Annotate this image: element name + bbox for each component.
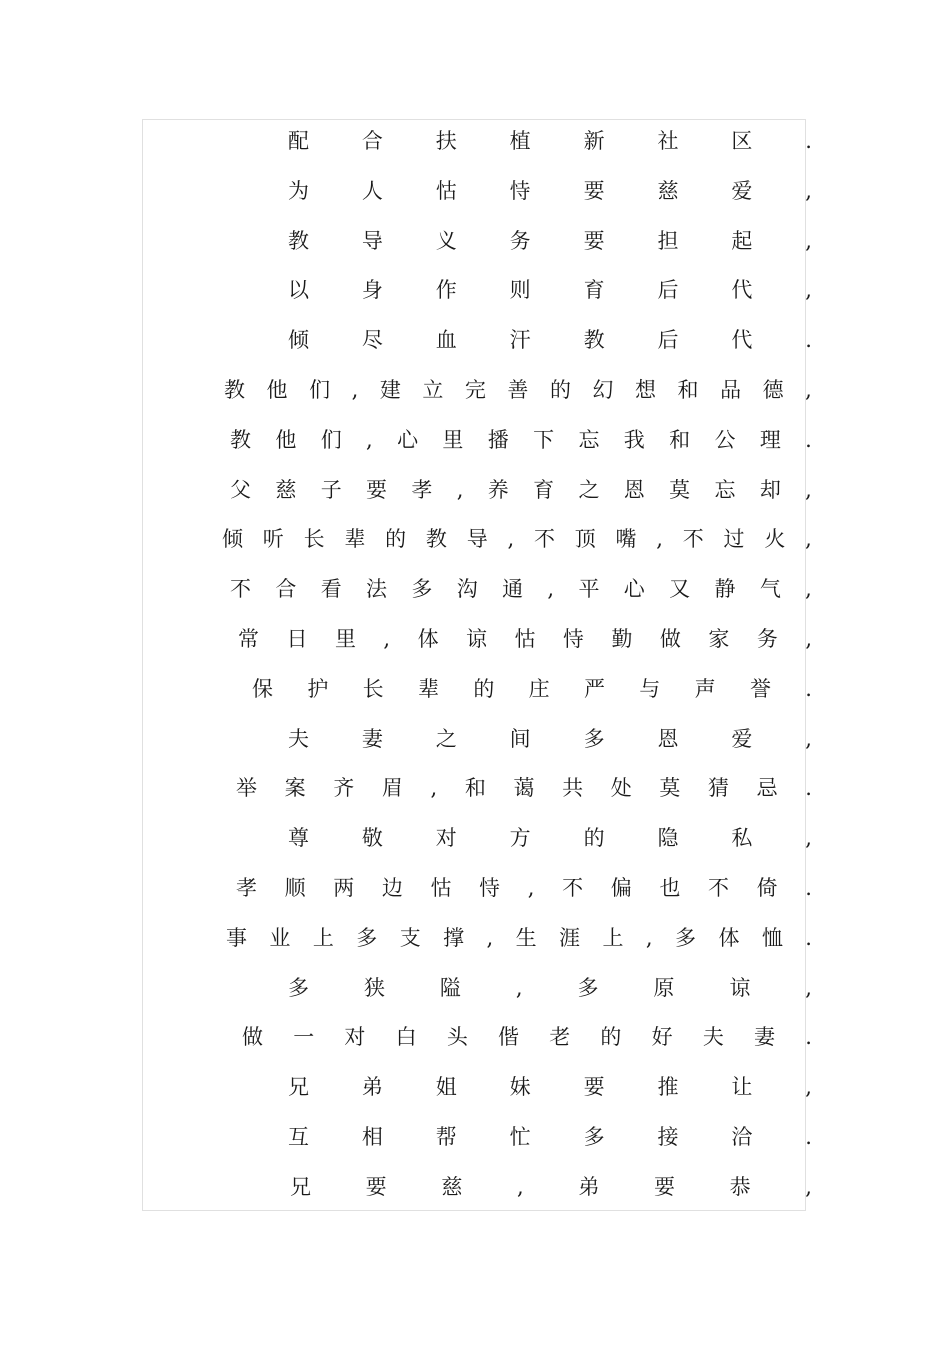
- verse-char: .: [805, 876, 812, 900]
- verse-char: 严: [583, 677, 605, 701]
- verse-char: 偏: [610, 876, 632, 900]
- verse-char: 下: [533, 428, 555, 452]
- verse-char: 撑: [443, 926, 465, 950]
- verse-char: 子: [320, 478, 342, 502]
- verse-char: 莫: [659, 776, 681, 800]
- verse-char: 体: [417, 627, 439, 651]
- verse-char: 庄: [528, 677, 550, 701]
- verse-char: ,: [805, 1175, 812, 1199]
- verse-char: ,: [805, 577, 812, 601]
- verse-char: 顺: [284, 876, 306, 900]
- verse-char: 谅: [466, 627, 488, 651]
- verse-char: 保: [252, 677, 273, 701]
- verse-char: 业: [269, 926, 291, 950]
- verse-char: 原: [653, 976, 675, 1000]
- verse-char: 听: [262, 527, 284, 551]
- verse-line: [288, 325, 812, 355]
- verse-char: ,: [805, 478, 812, 502]
- verse-char: 们: [309, 378, 331, 402]
- verse-char: 狭: [363, 976, 385, 1000]
- verse-line: [226, 923, 812, 953]
- verse-char: 倚: [756, 876, 778, 900]
- verse-char: 尽: [361, 328, 383, 352]
- verse-char: 血: [435, 328, 457, 352]
- verse-char: ,: [515, 976, 523, 1000]
- verse-char: 和: [464, 776, 486, 800]
- verse-char: .: [805, 1025, 812, 1049]
- verse-char: 的: [549, 378, 571, 402]
- verse-char: 公: [714, 428, 736, 452]
- verse-char: 社: [657, 129, 679, 153]
- verse-char: 导: [466, 527, 488, 551]
- verse-line: [252, 674, 812, 704]
- verse-char: 洽: [731, 1125, 753, 1149]
- verse-char: 想: [635, 378, 656, 402]
- verse-char: 怙: [430, 876, 452, 900]
- verse-char: 身: [361, 278, 383, 302]
- verse-char: 上: [602, 926, 624, 950]
- verse-char: 多: [288, 976, 309, 1000]
- verse-char: 长: [362, 677, 384, 701]
- verse-char: 教: [425, 527, 447, 551]
- verse-char: 恩: [657, 727, 679, 751]
- verse-char: 通: [502, 577, 524, 601]
- verse-char: 新: [583, 129, 605, 153]
- verse-char: 要: [653, 1175, 675, 1199]
- verse-char: 爱: [731, 727, 753, 751]
- verse-char: 誉: [749, 677, 771, 701]
- verse-char: 弟: [361, 1075, 383, 1099]
- verse-char: 孝: [411, 478, 433, 502]
- verse-char: 倾: [288, 328, 309, 352]
- verse-line: [288, 823, 812, 853]
- verse-char: 和: [677, 378, 699, 402]
- verse-char: 务: [756, 627, 778, 651]
- verse-char: ,: [366, 428, 373, 452]
- verse-char: .: [805, 926, 812, 950]
- verse-char: 要: [583, 1075, 605, 1099]
- verse-char: 恃: [509, 179, 531, 203]
- verse-char: .: [805, 677, 812, 701]
- verse-char: ,: [656, 527, 663, 551]
- verse-char: 合: [275, 577, 297, 601]
- verse-char: 我: [623, 428, 645, 452]
- verse-char: 慈: [441, 1175, 463, 1199]
- verse-char: 夫: [288, 727, 309, 751]
- verse-char: 蔼: [513, 776, 535, 800]
- verse-char: 隐: [657, 826, 679, 850]
- verse-char: 老: [549, 1025, 571, 1049]
- verse-char: 倾: [222, 527, 243, 551]
- verse-char: 两: [333, 876, 355, 900]
- verse-char: 做: [659, 627, 681, 651]
- verse-char: 边: [381, 876, 403, 900]
- verse-char: 沟: [456, 577, 478, 601]
- verse-char: 后: [657, 278, 679, 302]
- verse-char: 长: [303, 527, 325, 551]
- verse-char: ,: [805, 826, 812, 850]
- verse-char: 猜: [707, 776, 729, 800]
- verse-char: 教: [288, 229, 309, 253]
- verse-char: 多: [675, 926, 697, 950]
- verse-char: 多: [411, 577, 433, 601]
- verse-char: ,: [805, 278, 812, 302]
- verse-char: ,: [486, 926, 494, 950]
- verse-char: 扶: [435, 129, 457, 153]
- verse-char: 的: [385, 527, 407, 551]
- verse-char: 恩: [623, 478, 645, 502]
- verse-char: 嘴: [615, 527, 637, 551]
- verse-char: 恃: [479, 876, 501, 900]
- verse-char: 里: [442, 428, 464, 452]
- verse-char: 不: [230, 577, 251, 601]
- verse-char: 姐: [435, 1075, 457, 1099]
- verse-line: [288, 724, 812, 754]
- verse-char: 们: [320, 428, 342, 452]
- verse-char: 要: [583, 179, 605, 203]
- verse-char: 怙: [514, 627, 536, 651]
- verse-char: 父: [230, 478, 251, 502]
- verse-char: 白: [395, 1025, 417, 1049]
- verse-char: 人: [361, 179, 383, 203]
- verse-char: 恭: [729, 1175, 751, 1199]
- verse-char: 爱: [731, 179, 753, 203]
- verse-char: ,: [547, 577, 555, 601]
- verse-char: 后: [657, 328, 679, 352]
- verse-char: 务: [509, 229, 531, 253]
- verse-char: 与: [639, 677, 661, 701]
- verse-char: 敬: [361, 826, 383, 850]
- verse-char: 担: [657, 229, 679, 253]
- verse-char: 教: [583, 328, 605, 352]
- verse-char: 忘: [578, 428, 600, 452]
- verse-char: 体: [718, 926, 740, 950]
- verse-char: ,: [645, 926, 653, 950]
- verse-char: 不: [533, 527, 555, 551]
- verse-char: 播: [487, 428, 509, 452]
- verse-char: 完: [464, 378, 486, 402]
- verse-char: 多: [577, 976, 599, 1000]
- verse-char: 私: [731, 826, 753, 850]
- verse-char: 不: [562, 876, 584, 900]
- verse-char: 偕: [498, 1025, 520, 1049]
- verse-char: 却: [759, 478, 781, 502]
- verse-char: .: [805, 776, 812, 800]
- verse-char: 之: [578, 478, 600, 502]
- verse-char: 育: [583, 278, 605, 302]
- verse-char: 做: [242, 1025, 263, 1049]
- verse-char: ,: [805, 179, 812, 203]
- verse-char: 以: [288, 278, 309, 302]
- verse-char: 里: [334, 627, 356, 651]
- verse-char: 护: [307, 677, 329, 701]
- verse-char: 教: [230, 428, 251, 452]
- verse-char: 立: [422, 378, 444, 402]
- verse-char: 的: [473, 677, 495, 701]
- verse-char: ,: [527, 876, 535, 900]
- verse-line: [230, 475, 812, 505]
- verse-char: 看: [320, 577, 342, 601]
- verse-char: 要: [366, 478, 388, 502]
- verse-char: 妻: [754, 1025, 776, 1049]
- verse-char: 幻: [592, 378, 614, 402]
- verse-line: [288, 226, 812, 256]
- verse-char: 火: [764, 527, 786, 551]
- verse-char: ,: [430, 776, 438, 800]
- verse-char: 合: [361, 129, 383, 153]
- verse-line: [288, 275, 812, 305]
- verse-char: ,: [516, 1175, 524, 1199]
- verse-char: 慈: [657, 179, 679, 203]
- verse-char: 家: [708, 627, 730, 651]
- verse-char: ,: [805, 527, 812, 551]
- verse-char: 忘: [714, 478, 736, 502]
- verse-char: 眉: [381, 776, 403, 800]
- verse-char: 帮: [435, 1125, 457, 1149]
- verse-char: 法: [366, 577, 388, 601]
- verse-line: [236, 773, 812, 803]
- verse-char: 品: [720, 378, 742, 402]
- verse-char: 弟: [578, 1175, 600, 1199]
- verse-char: 代: [731, 328, 753, 352]
- verse-line: [288, 1122, 812, 1152]
- verse-char: 心: [397, 428, 419, 452]
- verse-char: ,: [383, 627, 391, 651]
- verse-char: ,: [456, 478, 464, 502]
- verse-char: 顶: [574, 527, 596, 551]
- verse-char: 养: [487, 478, 509, 502]
- verse-char: 谅: [729, 976, 751, 1000]
- verse-char: 好: [651, 1025, 673, 1049]
- verse-char: 作: [435, 278, 457, 302]
- verse-char: 区: [731, 129, 753, 153]
- verse-char: 让: [731, 1075, 753, 1099]
- verse-char: 方: [509, 826, 531, 850]
- verse-char: 静: [714, 577, 736, 601]
- verse-char: 起: [731, 229, 753, 253]
- verse-char: .: [805, 328, 812, 352]
- verse-char: 建: [379, 378, 401, 402]
- verse-char: ,: [805, 229, 812, 253]
- verse-char: 不: [707, 876, 729, 900]
- verse-char: 声: [694, 677, 716, 701]
- verse-char: 和: [669, 428, 691, 452]
- verse-line: [238, 624, 812, 654]
- verse-char: ,: [805, 727, 812, 751]
- verse-char: 尊: [288, 826, 309, 850]
- verse-char: 又: [669, 577, 691, 601]
- verse-char: 心: [623, 577, 645, 601]
- verse-char: 对: [435, 826, 457, 850]
- verse-char: 忙: [509, 1125, 531, 1149]
- verse-char: 辈: [344, 527, 366, 551]
- verse-char: 隘: [439, 976, 461, 1000]
- verse-char: .: [805, 428, 812, 452]
- verse-char: 植: [509, 129, 531, 153]
- verse-char: 他: [266, 378, 288, 402]
- verse-char: 善: [507, 378, 529, 402]
- verse-char: ,: [351, 378, 359, 402]
- verse-char: 的: [600, 1025, 622, 1049]
- verse-line: [224, 375, 812, 405]
- verse-char: 上: [312, 926, 334, 950]
- verse-char: 相: [361, 1125, 383, 1149]
- verse-char: 代: [731, 278, 753, 302]
- verse-line: [242, 1022, 812, 1052]
- verse-char: 间: [509, 727, 531, 751]
- verse-char: 气: [759, 577, 781, 601]
- verse-char: 一: [293, 1025, 315, 1049]
- verse-char: 处: [610, 776, 632, 800]
- verse-char: ,: [805, 627, 812, 651]
- verse-line: [288, 126, 812, 156]
- verse-char: 恃: [562, 627, 584, 651]
- verse-char: 辈: [417, 677, 439, 701]
- verse-char: 接: [657, 1125, 679, 1149]
- verse-line: [290, 1172, 812, 1202]
- verse-char: 忌: [756, 776, 778, 800]
- verse-char: 的: [583, 826, 605, 850]
- verse-char: 妻: [361, 727, 383, 751]
- verse-char: ,: [507, 527, 515, 551]
- verse-char: 配: [288, 129, 309, 153]
- verse-char: 兄: [288, 1075, 309, 1099]
- verse-char: 对: [344, 1025, 366, 1049]
- verse-char: .: [805, 129, 812, 153]
- verse-char: 也: [659, 876, 681, 900]
- verse-char: 汗: [509, 328, 531, 352]
- verse-char: 多: [356, 926, 378, 950]
- verse-char: 不: [682, 527, 704, 551]
- verse-char: 育: [533, 478, 555, 502]
- verse-char: 多: [583, 727, 605, 751]
- verse-char: 为: [288, 179, 309, 203]
- verse-char: 常: [238, 627, 259, 651]
- verse-char: 头: [446, 1025, 468, 1049]
- verse-char: 恤: [761, 926, 783, 950]
- verse-line: [230, 574, 812, 604]
- verse-char: .: [805, 1125, 812, 1149]
- verse-char: 过: [723, 527, 745, 551]
- verse-char: ,: [805, 976, 812, 1000]
- verse-char: 孝: [236, 876, 257, 900]
- verse-char: 案: [284, 776, 306, 800]
- verse-char: 他: [275, 428, 297, 452]
- verse-char: 之: [435, 727, 457, 751]
- verse-char: 导: [361, 229, 383, 253]
- verse-line: [230, 425, 812, 455]
- verse-char: 平: [578, 577, 600, 601]
- verse-char: 要: [365, 1175, 387, 1199]
- verse-char: 勤: [611, 627, 633, 651]
- verse-char: 日: [286, 627, 308, 651]
- verse-char: 推: [657, 1075, 679, 1099]
- verse-char: 妹: [509, 1075, 531, 1099]
- verse-char: 共: [562, 776, 584, 800]
- verse-char: 互: [288, 1125, 309, 1149]
- verse-line: [288, 1072, 812, 1102]
- verse-char: 莫: [669, 478, 691, 502]
- verse-char: 多: [583, 1125, 605, 1149]
- verse-char: ,: [805, 378, 812, 402]
- verse-char: 举: [236, 776, 257, 800]
- verse-line: [222, 524, 812, 554]
- verse-char: 义: [435, 229, 457, 253]
- verse-char: 事: [226, 926, 247, 950]
- verse-char: 则: [509, 278, 531, 302]
- verse-char: 要: [583, 229, 605, 253]
- verse-char: 慈: [275, 478, 297, 502]
- verse-char: 涯: [559, 926, 581, 950]
- verse-char: 齐: [333, 776, 355, 800]
- verse-line: [288, 973, 812, 1003]
- verse-char: 支: [399, 926, 421, 950]
- verse-char: 教: [224, 378, 245, 402]
- verse-line: [236, 873, 812, 903]
- verse-char: 夫: [702, 1025, 724, 1049]
- verse-line: [288, 176, 812, 206]
- verse-char: 德: [762, 378, 784, 402]
- verse-char: 怙: [435, 179, 457, 203]
- verse-char: 兄: [290, 1175, 311, 1199]
- verse-char: 理: [759, 428, 781, 452]
- verse-char: 生: [515, 926, 537, 950]
- verse-char: ,: [805, 1075, 812, 1099]
